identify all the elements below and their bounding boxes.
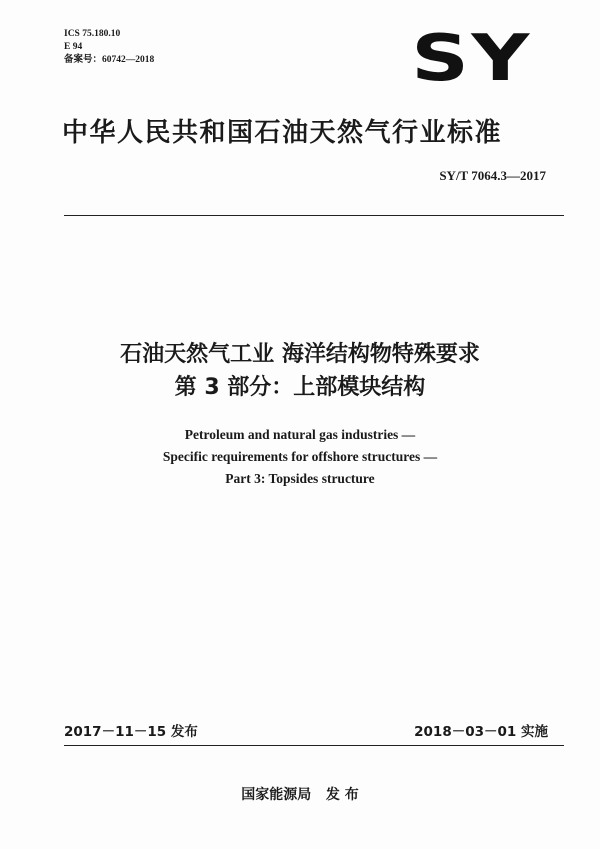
category-code: E 94 <box>64 42 83 52</box>
english-title-line-1: Petroleum and natural gas industries — <box>184 427 416 442</box>
issuing-authority: 国家能源局 发 布 <box>241 787 359 803</box>
standard-title: 中华人民共和国石油天然气行业标准 <box>62 118 503 148</box>
chinese-title-line-2: 第 3 部分：上部模块结构 <box>174 375 426 400</box>
classification-block <box>64 28 154 67</box>
issue-date: 2017－11－15 发布 <box>64 724 198 740</box>
standard-number: SY/T 7064.3—2017 <box>439 168 546 183</box>
chinese-title-line-1: 石油天然气工业 海洋结构物特殊要求 <box>120 342 480 367</box>
top-divider <box>64 215 564 216</box>
bottom-divider <box>64 745 564 746</box>
record-number: 备案号：60742—2018 <box>64 55 155 65</box>
english-title-line-3: Part 3: Topsides structure <box>225 471 375 486</box>
implementation-date: 2018－03－01 实施 <box>414 724 548 740</box>
ics-code: ICS 75.180.10 <box>64 29 121 39</box>
english-title-line-2: Specific requirements for offshore structures — <box>162 449 438 464</box>
sy-logo: SY <box>411 22 532 96</box>
